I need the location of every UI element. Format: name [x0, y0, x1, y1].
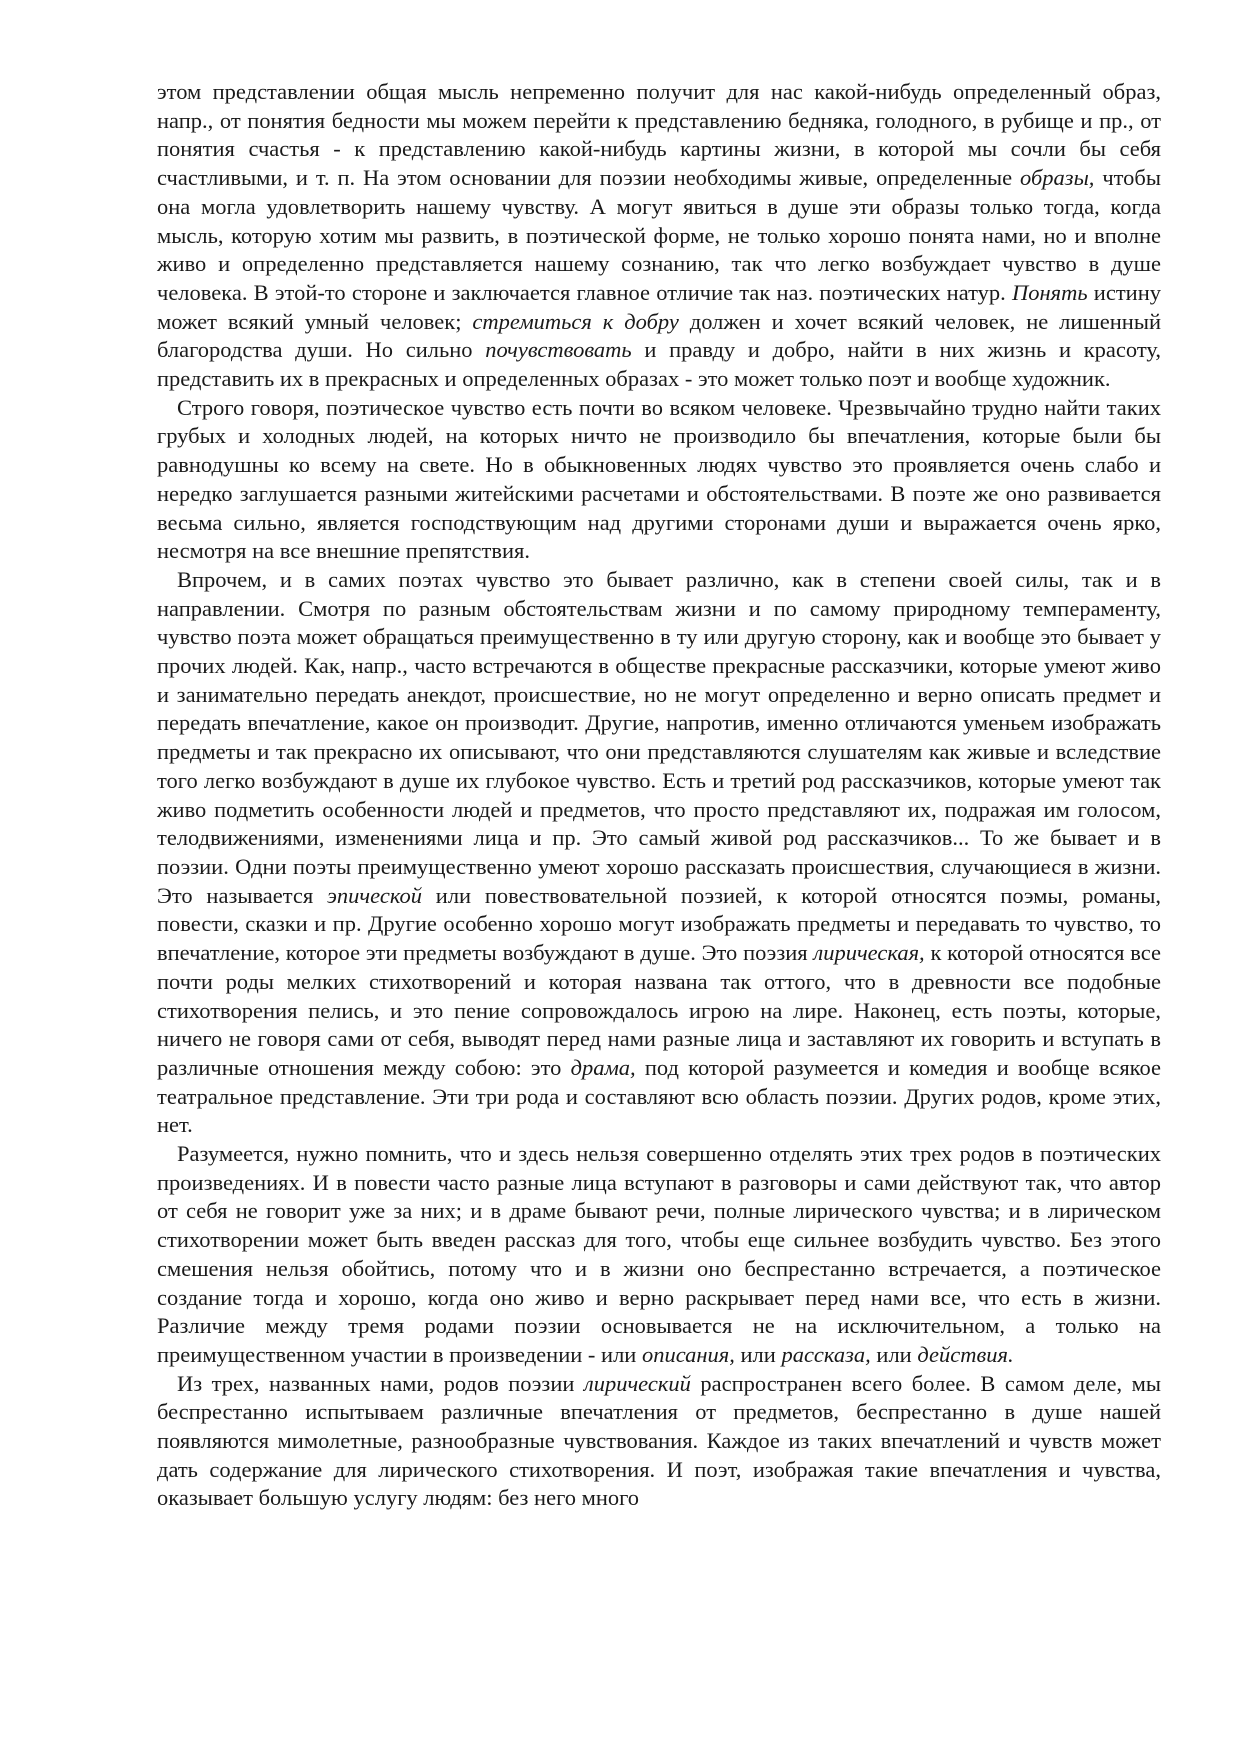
italic-run: стремиться к добру	[472, 308, 679, 334]
text-run: и правду и добро, найти в них жизнь и красоту, представить их в прекрасных и определенных образах - это может только поэт и вообще художник.	[157, 337, 1162, 392]
text-run: Разумеется, нужно помнить, что и здесь нельзя совершенно отделять этих трех родов в поэтических произведениях. И в повести часто разные лица вступают в разговоры и сами действуют так, что автор от себя не говорит уже за них; и в драме бывают речи, полные лирического чувства; и в лирическом стихотворении может быть введен рассказ для того, чтобы еще сильнее возбудить чувство. Без этого смешения нельзя обойтись, потому что и в жизни оно беспрестанно встречается, а поэтическое создание тогда и хорошо, когда оно живо и верно раскрывает перед нами все, что есть в жизни. Различие между тремя родами поэзии основывается не на исключительном, а только на преимущественном участии в произведении - или	[157, 1141, 1161, 1367]
text-run: распространен всего более. В самом деле, мы беспрестанно испытываем различные впечатления от предметов, беспрестанно в душе нашей появляются мимолетные, разнообразные чувствования. Каждое из таких впечатлений и чувств может дать содержание для лирического стихотворения. И поэт, изображая такие впечатления и чувства, оказывает большую услугу людям: без него много	[157, 1370, 1161, 1511]
text-run: Строго говоря, поэтическое чувство есть почти во всяком человеке. Чрезвычайно трудно найти таких грубых и холодных людей, на которых ничто не производило бы впечатления, которые были бы равнодушны ко всему на свете. Но в обыкновенных людях чувство это проявляется очень слабо и нередко заглушается разными житейскими расчетами и обстоятельствами. В поэте же оно развивается весьма сильно, является господствующим над другими сторонами души и выражается очень ярко, несмотря на все внешние препятствия.	[157, 394, 1161, 564]
italic-run: лирическая,	[813, 940, 925, 966]
italic-run: почувствовать	[485, 337, 632, 363]
text-run: должен и хочет всякий человек, не лишенный благородства души. Но сильно	[157, 308, 1162, 363]
text-run: истину может всякий умный человек;	[157, 279, 1161, 334]
italic-run: лирический	[583, 1370, 691, 1396]
text-run: или	[734, 1341, 782, 1367]
paragraph	[157, 1370, 1161, 1514]
text-run: Из трех, названных нами, родов поэзии	[177, 1370, 584, 1396]
text-run: Впрочем, и в самих поэтах чувство это бывает различно, как в степени своей силы, так и в направлении. Смотря по разным обстоятельствам жизни и по самому природному темпераменту, чувство поэта может обращаться преимущественно в ту или другую сторону, как и вообще это бывает у прочих людей. Как, напр., часто встречаются в обществе прекрасные рассказчики, которые умеют живо и занимательно передать анекдот, происшествие, но не могут определенно и верно описать предмет и передать впечатление, какое он производит. Другие, напротив, именно отличаются уменьем изображать предметы и так прекрасно их описывают, что они представляются слушателям как живые и вследствие того легко возбуждают в душе их глубокое чувство. Есть и третий род рассказчиков, которые умеют так живо подметить особенности людей и предметов, что просто представляют их, подражая им голосом, телодвижениями, изменениями лица и пр. Это самый живой род рассказчиков... То же бывает и в поэзии. Одни поэты преимущественно умеют хорошо рассказать происшествия, случающиеся в жизни. Это называется	[157, 566, 1161, 908]
italic-run: Понять	[1011, 279, 1088, 305]
paragraph	[157, 566, 1161, 1140]
italic-run: образы,	[1020, 165, 1095, 191]
paragraph	[157, 394, 1161, 566]
text-run: или повествовательной поэзией, к которой относятся поэмы, романы, повести, сказки и пр. Другие особенно хорошо могут изображать предметы и передавать то чувство, то впечатление, которое эти предметы возбуждают в душе. Это поэзия	[157, 882, 1161, 966]
italic-run: рассказа,	[781, 1341, 871, 1367]
italic-run: действия.	[917, 1341, 1014, 1367]
italic-run: драма,	[570, 1054, 636, 1080]
document-page	[157, 78, 1161, 1513]
italic-run: эпической	[327, 882, 422, 908]
paragraph	[157, 78, 1161, 394]
text-run: этом представлении общая мысль непременно получит для нас какой-нибудь определенный образ, напр., от понятия бедности мы можем перейти к представлению бедняка, голодного, в рубище и пр., от понятия счастья - к представлению какой-нибудь картины жизни, в которой мы сочли бы себя счастливыми, и т. п. На этом основании для поэзии необходимы живые, определенные	[157, 79, 1161, 191]
italic-run: описания,	[641, 1341, 735, 1367]
text-run: к которой относятся все почти роды мелких стихотворений и которая названа так оттого, что в древности все подобные стихотворения пелись, и это пение сопровождалось игрою на лире. Наконец, есть поэты, которые, ничего не говоря сами от себя, выводят перед нами разные лица и заставляют их говорить и вступать в различные отношения между собою: это	[157, 940, 1161, 1080]
paragraph	[157, 1140, 1161, 1370]
text-run: или	[870, 1341, 918, 1367]
text-run: чтобы она могла удовлетворить нашему чувству. А могут явиться в душе эти образы только тогда, когда мысль, которую хотим мы развить, в поэтической форме, не только хорошо понята нами, но и вполне живо и определенно представляется нашему сознанию, так что легко возбуждает чувство в душе человека. В этой-то стороне и заключается главное отличие так наз. поэтических натур.	[157, 165, 1161, 305]
text-run: под которой разумеется и комедия и вообще всякое театральное представление. Эти три рода и составляют всю область поэзии. Других родов, кроме этих, нет.	[157, 1054, 1161, 1138]
